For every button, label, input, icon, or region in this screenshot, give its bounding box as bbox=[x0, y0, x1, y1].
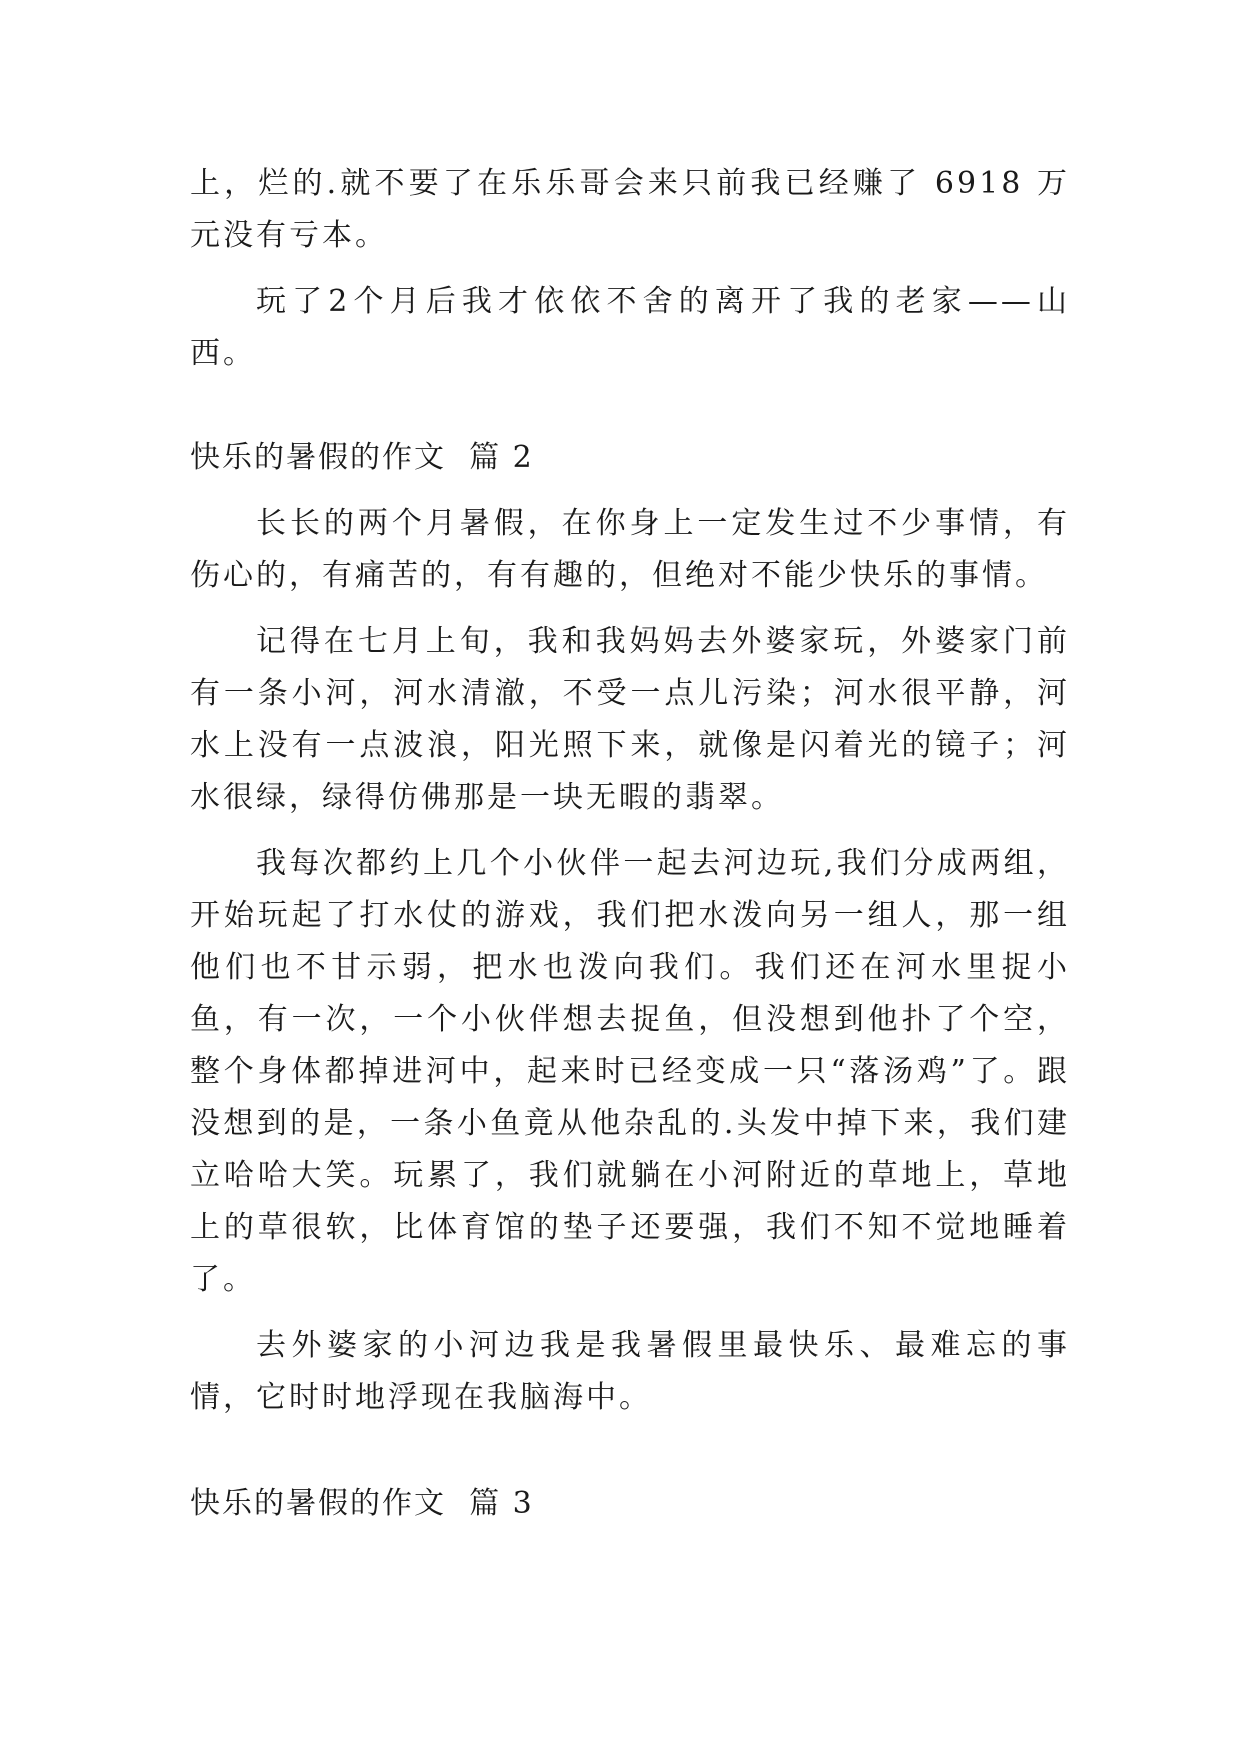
section-2-paragraph-4: 去外婆家的小河边我是我暑假里最快乐、最难忘的事情，它时时地浮现在我脑海中。 bbox=[190, 1328, 1070, 1415]
closing-paragraph: 玩了2个月后我才依依不舍的离开了我的老家——山西。 bbox=[190, 284, 1070, 371]
section-2-paragraph-1: 长长的两个月暑假，在你身上一定发生过不少事情，有伤心的，有痛苦的，有有趣的，但绝对不能少快乐的事情。 bbox=[190, 506, 1070, 593]
continuation-paragraph: 上，烂的.就不要了在乐乐哥会来只前我已经赚了 6918 万元没有亏本。 bbox=[190, 166, 1070, 253]
section-2-title: 快乐的暑假的作文 篇 2 bbox=[190, 440, 534, 475]
document-body bbox=[190, 158, 1070, 1530]
section-2-paragraph-2: 记得在七月上旬，我和我妈妈去外婆家玩，外婆家门前有一条小河，河水清澈，不受一点儿污染；河水很平静，河水上没有一点波浪，阳光照下来，就像是闪着光的镜子；河水很绿，绿得仿佛那是一块无暇的翡翠。 bbox=[190, 624, 1070, 815]
section-3-title: 快乐的暑假的作文 篇 3 bbox=[190, 1486, 534, 1521]
section-2-paragraph-3: 我每次都约上几个小伙伴一起去河边玩,我们分成两组，开始玩起了打水仗的游戏，我们把水泼向另一组人，那一组他们也不甘示弱，把水也泼向我们。我们还在河水里捉小鱼，有一次，一个小伙伴想去捉鱼，但没想到他扑了个空，整个身体都掉进河中，起来时已经变成一只“落汤鸡”了。跟没想到的是，一条小鱼竟从他杂乱的.头发中掉下来，我们建立哈哈大笑。玩累了，我们就躺在小河附近的草地上，草地上的草很软，比体育馆的垫子还要强，我们不知不觉地睡着了。 bbox=[190, 846, 1070, 1297]
